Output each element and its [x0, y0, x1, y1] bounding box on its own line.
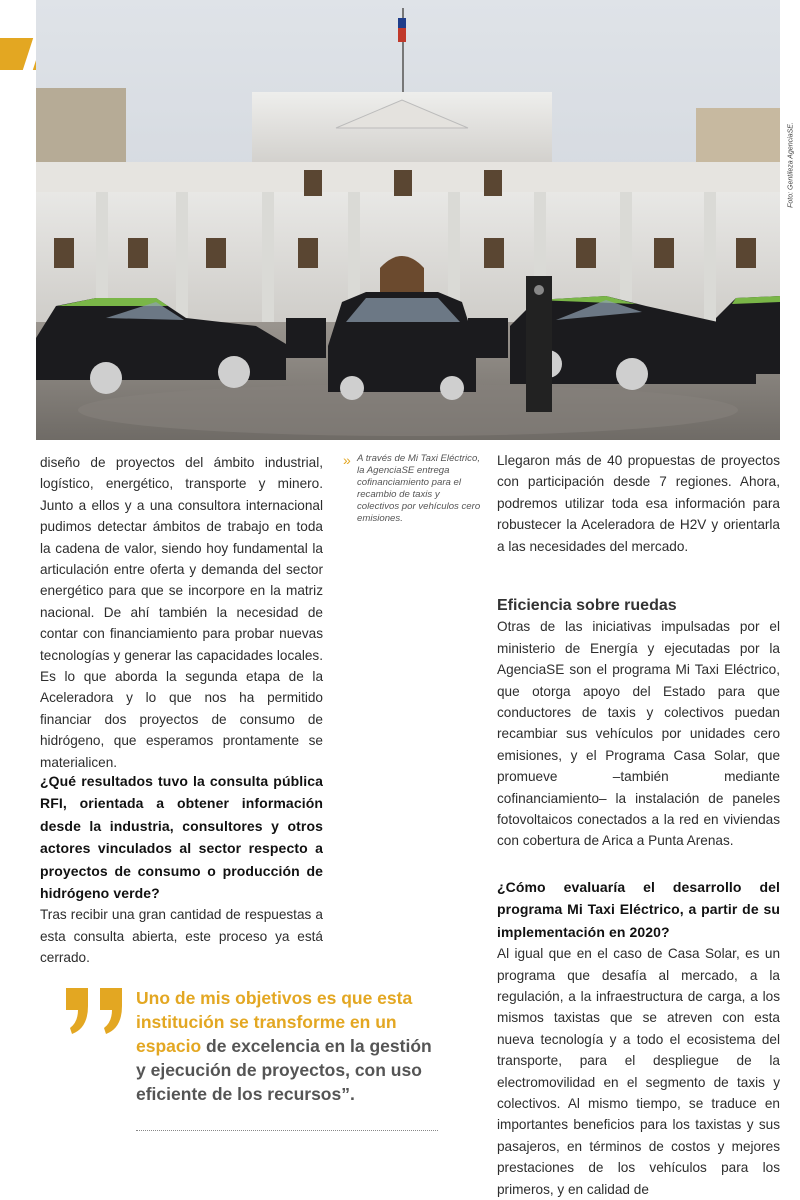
photo-credit-text: Foto: Gentileza AgenciaSE.	[787, 122, 795, 208]
pull-quote-rest: de excelencia en la gestión y ejecución de proyectos, con uso eficiente de los recursos”.	[136, 1036, 432, 1104]
caption-arrow-icon: »	[343, 452, 351, 468]
left-column-qa	[40, 770, 323, 969]
right-column-para1	[497, 450, 780, 557]
section-heading: Eficiencia sobre ruedas	[497, 597, 677, 614]
section-tab-marker	[0, 38, 36, 70]
left-column-para1	[40, 452, 323, 773]
quote-divider	[136, 1130, 438, 1131]
pull-quote-highlight: Uno de mis objetivos es que esta institución se transforme en un espacio	[136, 988, 413, 1056]
interview-question-2: ¿Cómo evaluaría el desarrollo del programa Mi Taxi Eléctrico, a partir de su implementación en 2020?	[497, 879, 780, 940]
interview-question: ¿Qué resultados tuvo la consulta pública RFI, orientada a obtener información desde la industria, consultores y otros actores vinculados al sector respecto a proyectos de consumo o producción de hidrógeno verde?	[40, 773, 323, 902]
right-paragraph: Llegaron más de 40 propuestas de proyectos con participación desde 7 regiones. Ahora, podremos utilizar toda esa información para robustecer la Aceleradora de H2V y orientarla a las necesidades del mercado.	[497, 453, 780, 554]
interview-answer-2: Al igual que en el caso de Casa Solar, es un programa que desafía al mercado, a la regulación, a la infraestructura de carga, a los mismos taxistas que se atreven con esta nueva tecnología y a todo el ecosistema del transporte, para el despliegue de la electromovilidad en el segmento de taxis y colectivos. Al mismo tiempo, se traduce en importantes beneficios para los taxistas y sus pasajeros, en términos de costos y mejores prestaciones de los vehículos para los primeros, y en calidad de	[497, 946, 780, 1197]
photo-caption	[343, 453, 481, 525]
right-column-section	[497, 595, 780, 852]
left-paragraph: diseño de proyectos del ámbito industrial, logístico, energético, transporte y minero. Junto a ellos y a una consultora internacional pudimos detectar ámbitos de trabajo en toda la cadena de valor, siendo hoy fundamental la articulación entre oferta y demanda del sector energético para que se incorpore en la matriz nacional. De ahí también la necesidad de contar con financiamiento para probar nuevas tecnologías y generar las capacidades locales. Es lo que aborda la segunda etapa de la Aceleradora y lo que nos ha permitido financiar dos proyectos de consumo de hidrógeno, que esperamos prontamente se materialicen.	[40, 455, 323, 770]
section-paragraph: Otras de las iniciativas impulsadas por el ministerio de Energía y ejecutadas por la AgenciaSE son el programa Mi Taxi Eléctrico, que otorga apoyo del Estado para que conductores de taxis y colectivos puedan recambiar sus vehículos por unidades cero emisiones, y el Programa Casa Solar, que promueve –también mediante cofinanciamiento– la instalación de paneles fotovoltaicos conectados a la red en viviendas con cobertura de Arica a Punta Arenas.	[497, 619, 780, 849]
photo-caption-text: A través de Mi Taxi Eléctrico, la AgenciaSE entrega cofinanciamiento para el recambio de taxis y colectivos por vehículos cero emisiones.	[357, 453, 481, 524]
article-photo	[36, 0, 780, 440]
quote-marks-icon	[66, 988, 124, 1034]
photo-credit	[781, 120, 800, 210]
right-column-qa	[497, 876, 780, 1200]
interview-answer: Tras recibir una gran cantidad de respuestas a esta consulta abierta, este proceso ya está cerrado.	[40, 907, 323, 966]
pull-quote	[136, 986, 436, 1106]
